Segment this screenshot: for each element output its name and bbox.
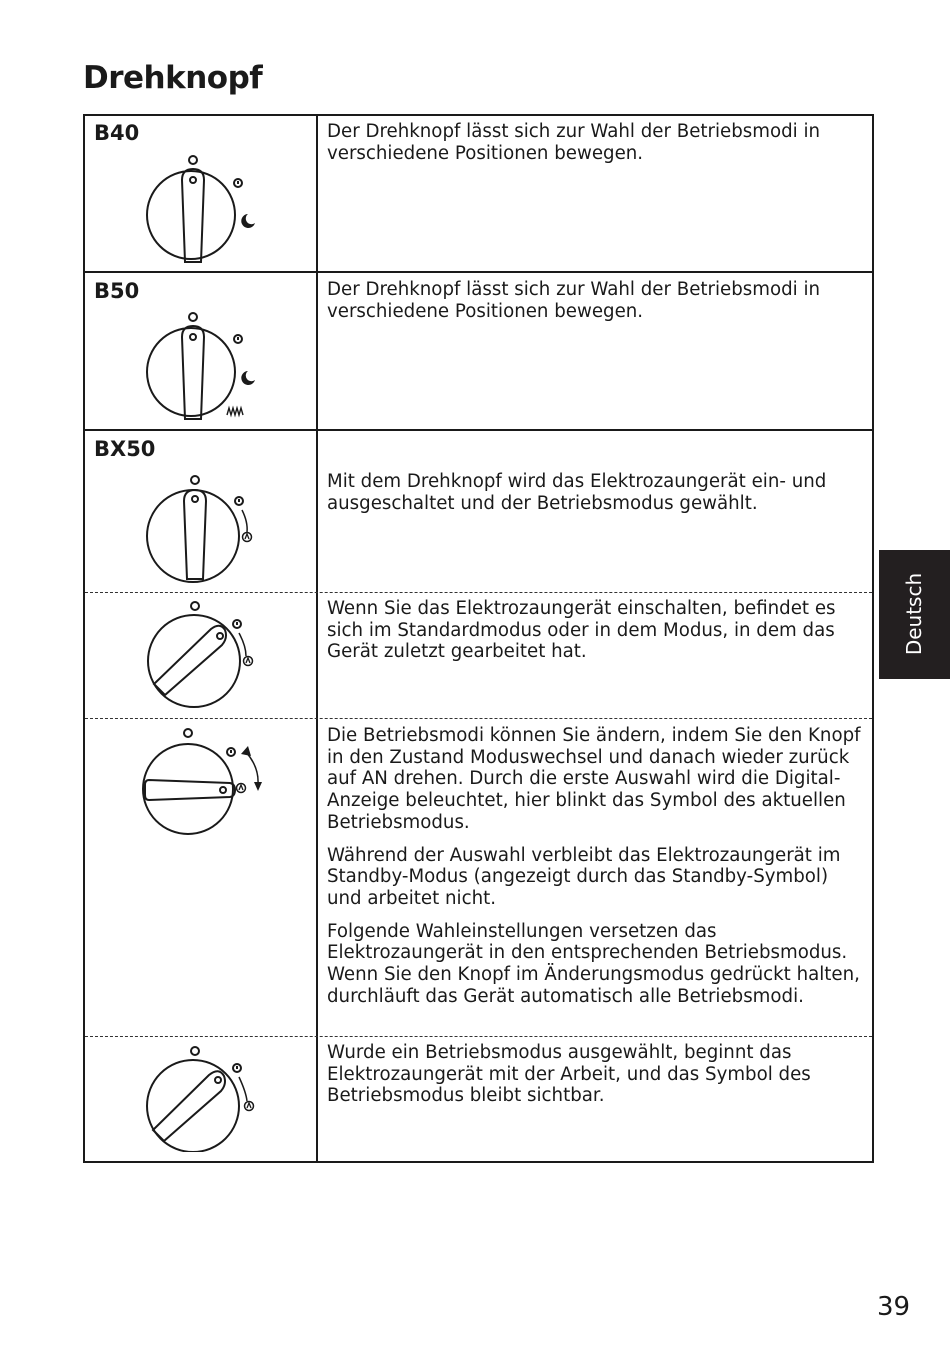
- row-divider: [83, 429, 874, 431]
- paragraph: Wenn Sie das Elektrozaungerät einschalten, befindet es sich im Standardmodus oder in dem Modus, in dem das Gerät zuletzt gearbeitet hat.: [327, 598, 836, 663]
- row-divider: [83, 271, 874, 273]
- dashed-divider: [85, 718, 872, 719]
- language-tab-label: Deutsch: [902, 572, 926, 656]
- model-label-b40: B40: [94, 121, 140, 145]
- dashed-divider: [85, 592, 872, 593]
- paragraph: Folgende Wahleinstellungen versetzen das Elektrozaungerät in den entsprechenden Betriebsmodus. Wenn Sie den Knopf im Änderungsmodus gedrückt halten, durchläuft das Gerät automatisch alle Betriebsmodi.: [327, 920, 860, 1007]
- language-tab: [879, 550, 950, 679]
- row-b50-description: [327, 279, 867, 333]
- dashed-divider: [85, 1036, 872, 1037]
- model-label-b50: B50: [94, 279, 140, 303]
- knob-bx50-selected-icon: [138, 1042, 268, 1152]
- paragraph: Mit dem Drehknopf wird das Elektrozaungerät ein- und ausgeschaltet und der Betriebsmodus gewählt.: [327, 471, 827, 514]
- model-label-bx50: BX50: [94, 437, 156, 461]
- paragraph: Wurde ein Betriebsmodus ausgewählt, beginnt das Elektrozaungerät mit der Arbeit, und das Symbol des Betriebsmodus bleibt sichtbar.: [327, 1042, 811, 1107]
- knob-b50-icon: [138, 307, 268, 427]
- paragraph: Während der Auswahl verbleibt das Elektrozaungerät im Standby-Modus (angezeigt durch das Standby-Symbol) und arbeitet nicht.: [327, 844, 841, 909]
- knob-b40-icon: [138, 150, 268, 270]
- page-title: Drehknopf: [83, 60, 263, 96]
- knob-bx50-on-icon: [138, 470, 268, 590]
- page-number: 39: [877, 1292, 911, 1322]
- paragraph: Der Drehknopf lässt sich zur Wahl der Betriebsmodi in verschiedene Positionen bewegen.: [327, 279, 821, 322]
- row-mode-selected-description: [327, 1042, 867, 1118]
- row-bx50-description: [327, 471, 867, 525]
- row-default-mode-description: [327, 598, 867, 674]
- row-mode-change-description: [327, 725, 867, 1018]
- row-b40-description: [327, 121, 867, 175]
- knob-bx50-default-icon: [138, 596, 268, 716]
- paragraph: Die Betriebsmodi können Sie ändern, indem Sie den Knopf in den Zustand Moduswechsel und danach wieder zurück auf AN drehen. Durch die erste Auswahl wird die Digital-Anzeige beleuchtet, hier blinkt das Symbol des aktuellen Betriebsmodus.: [327, 725, 861, 833]
- paragraph: Der Drehknopf lässt sich zur Wahl der Betriebsmodi in verschiedene Positionen bewegen.: [327, 121, 821, 164]
- knob-bx50-mode-change-icon: [135, 722, 275, 842]
